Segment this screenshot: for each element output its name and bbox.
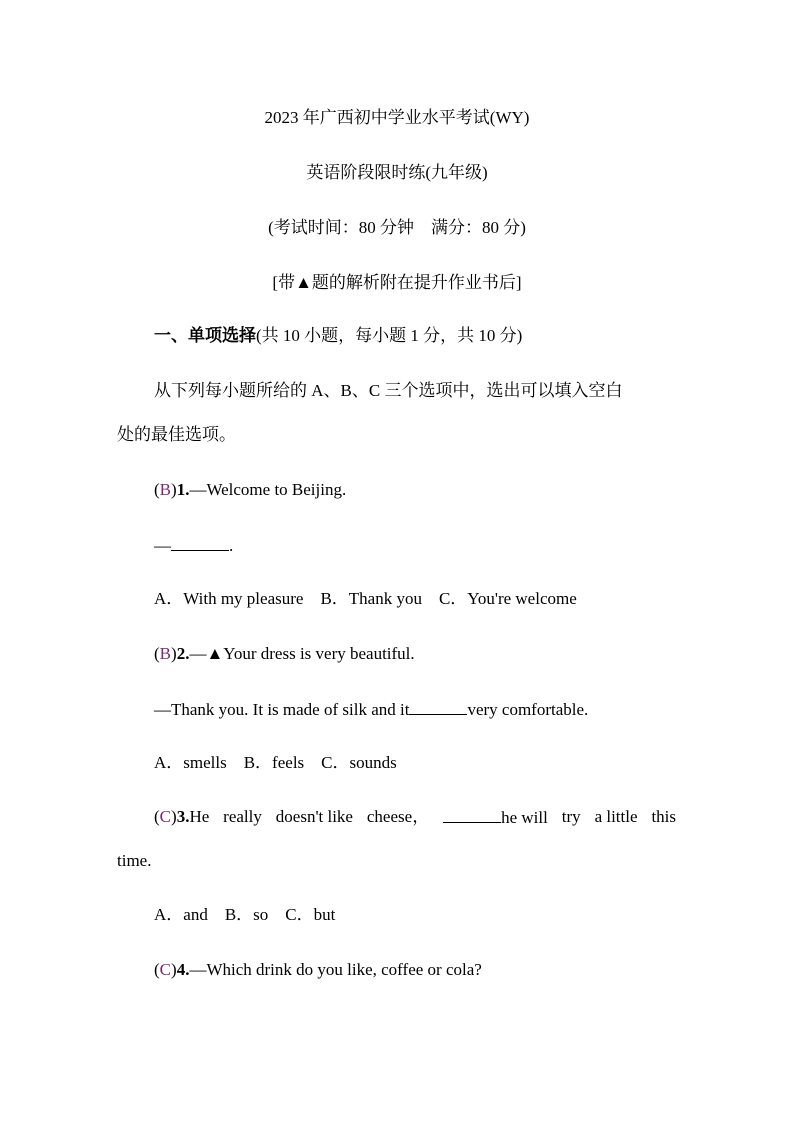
question-stem-2: —▲Your dress is very beautiful. (189, 644, 415, 663)
answer-blank-3 (443, 806, 501, 823)
options-1: A．With my pleasure B．Thank you C．You're welcome (154, 589, 577, 608)
exam-info: (考试时间：80 分钟 满分：80 分) (268, 218, 526, 237)
answer-4: C (159, 960, 172, 979)
question-number-1: 1. (176, 480, 190, 499)
question-1: (B)1.—Welcome to Beijing. (154, 480, 347, 499)
question-stem-4: —Which drink do you like, coffee or cola? (189, 960, 482, 979)
q3-word: He (189, 807, 210, 826)
section-heading (154, 325, 522, 347)
exam-subtitle: 英语阶段限时练(九年级) (306, 163, 488, 182)
reply-prefix-1: — (154, 536, 171, 555)
section-heading-detail: (共 10 小题，每小题 1 分，共 10 分) (256, 326, 523, 345)
reply-prefix-2: —Thank you. It is made of silk and it (154, 700, 410, 719)
section-heading-title: 一、单项选择 (154, 326, 256, 345)
options-2: A．smells B．feels C．sounds (154, 753, 397, 772)
question-3-lead: (C)3.He (154, 807, 210, 826)
answer-1: B (159, 480, 172, 499)
reply-suffix-1: . (229, 536, 234, 555)
answer-3: C (159, 807, 172, 826)
answer-blank-1 (171, 534, 229, 551)
q3-word: really (223, 807, 262, 826)
answer-2: B (159, 644, 172, 663)
q3-word: doesn't like (275, 807, 353, 826)
reply-suffix-2: very comfortable. (467, 700, 589, 719)
exam-note: [带▲题的解析附在提升作业书后] (272, 273, 522, 292)
options-3: A．and B．so C．but (154, 905, 336, 924)
q3-word: he will (501, 808, 548, 827)
question-3-cont: time. (117, 851, 152, 870)
question-number-3: 3. (176, 807, 190, 826)
q3-blank-group (443, 806, 548, 829)
q3-word: cheese， (366, 807, 430, 826)
question-1-reply (154, 534, 233, 557)
question-3 (154, 806, 676, 829)
exam-title: 2023 年广西初中学业水平考试(WY) (264, 108, 530, 127)
q3-word: a little (594, 807, 638, 826)
question-number-4: 4. (176, 960, 190, 979)
q3-word: try (561, 807, 581, 826)
instruction-line-1: 从下列每小题所给的 A、B、C 三个选项中，选出可以填入空白 (154, 381, 623, 400)
question-2-reply (154, 698, 588, 721)
q3-word: this (651, 807, 676, 826)
answer-blank-2 (409, 698, 467, 715)
question-2: (B)2.—▲Your dress is very beautiful. (154, 644, 415, 663)
question-4: (C)4.—Which drink do you like, coffee or cola? (154, 960, 482, 979)
question-stem-1: —Welcome to Beijing. (189, 480, 347, 499)
question-number-2: 2. (176, 644, 190, 663)
instruction-line-2: 处的最佳选项。 (117, 425, 236, 444)
